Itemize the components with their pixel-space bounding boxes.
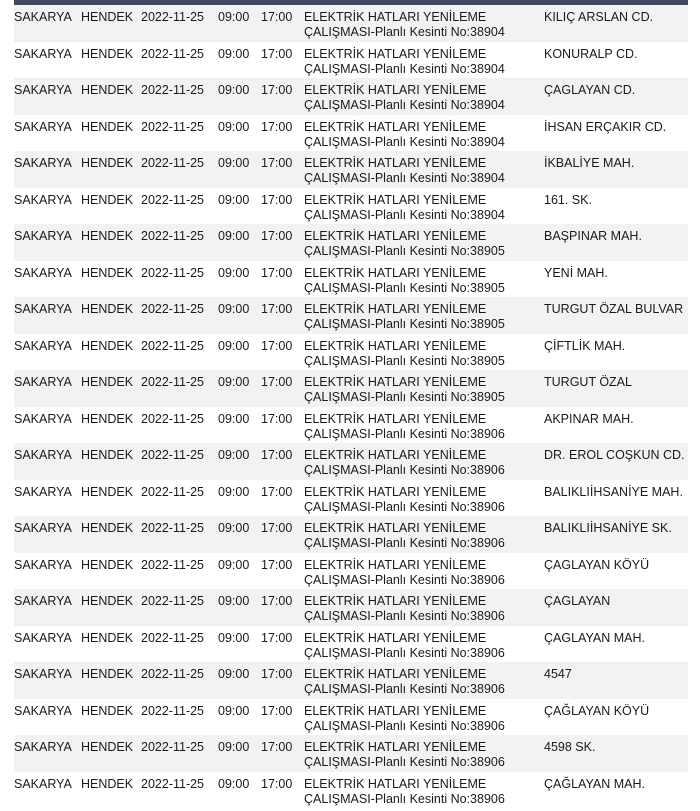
cell-date: 2022-11-25 bbox=[141, 521, 205, 535]
cell-start-time: 09:00 bbox=[218, 667, 250, 681]
cell-district: HENDEK bbox=[81, 119, 134, 134]
cell-end-time: 17:00 bbox=[261, 192, 293, 207]
table-row bbox=[14, 151, 688, 188]
description-line-1: ELEKTRİK HATLARI YENİLEME bbox=[304, 484, 487, 499]
cell-date: 2022-11-25 bbox=[141, 338, 205, 353]
description-line-2: ÇALIŞMASI-Planlı Kesinti No:38904 bbox=[304, 207, 505, 222]
description-line-1: ELEKTRİK HATLARI YENİLEME bbox=[304, 10, 487, 24]
table-row bbox=[14, 370, 688, 407]
cell-description bbox=[304, 47, 534, 77]
cell-district: HENDEK bbox=[81, 630, 134, 645]
cell-province: SAKARYA bbox=[14, 338, 72, 353]
description-line-1: ELEKTRİK HATLARI YENİLEME bbox=[304, 521, 487, 535]
table-row bbox=[14, 224, 688, 261]
table-row bbox=[14, 443, 688, 480]
cell-district: HENDEK bbox=[81, 192, 134, 207]
cell-date: 2022-11-25 bbox=[141, 557, 205, 572]
cell-description bbox=[304, 521, 534, 551]
cell-province: SAKARYA bbox=[14, 703, 72, 718]
cell-province: SAKARYA bbox=[14, 375, 72, 389]
description-line-1: ELEKTRİK HATLARI YENİLEME bbox=[304, 156, 487, 170]
cell-description bbox=[304, 631, 534, 661]
cell-province: SAKARYA bbox=[14, 521, 72, 535]
description-line-2: ÇALIŞMASI-Planlı Kesinti No:38904 bbox=[304, 61, 505, 76]
description-line-1: ELEKTRİK HATLARI YENİLEME bbox=[304, 703, 487, 718]
cell-end-time: 17:00 bbox=[261, 10, 293, 24]
cell-description bbox=[304, 156, 534, 186]
cell-district: HENDEK bbox=[81, 521, 134, 535]
description-line-2: ÇALIŞMASI-Planlı Kesinti No:38906 bbox=[304, 755, 505, 769]
cell-end-time: 17:00 bbox=[261, 83, 293, 97]
cell-end-time: 17:00 bbox=[261, 630, 293, 645]
cell-location: KONURALP CD. bbox=[544, 46, 638, 61]
cell-description bbox=[304, 777, 534, 807]
cell-date: 2022-11-25 bbox=[141, 594, 205, 608]
cell-district: HENDEK bbox=[81, 46, 134, 61]
description-line-1: ELEKTRİK HATLARI YENİLEME bbox=[304, 448, 487, 462]
cell-location: BALIKLIİHSANİYE SK. bbox=[544, 521, 672, 535]
cell-location: İHSAN ERÇAKIR CD. bbox=[544, 119, 667, 134]
cell-start-time: 09:00 bbox=[218, 10, 250, 24]
cell-district: HENDEK bbox=[81, 10, 134, 24]
description-line-1: ELEKTRİK HATLARI YENİLEME bbox=[304, 46, 487, 61]
cell-start-time: 09:00 bbox=[218, 484, 250, 499]
cell-start-time: 09:00 bbox=[218, 776, 250, 791]
cell-date: 2022-11-25 bbox=[141, 740, 205, 754]
table-row bbox=[14, 78, 688, 115]
cell-end-time: 17:00 bbox=[261, 156, 293, 170]
cell-description bbox=[304, 193, 534, 223]
description-line-1: ELEKTRİK HATLARI YENİLEME bbox=[304, 229, 487, 243]
cell-description bbox=[304, 740, 534, 770]
cell-location: ÇAGLAYAN bbox=[544, 594, 611, 608]
cell-date: 2022-11-25 bbox=[141, 46, 205, 61]
cell-district: HENDEK bbox=[81, 411, 134, 426]
cell-province: SAKARYA bbox=[14, 119, 72, 134]
cell-province: SAKARYA bbox=[14, 448, 72, 462]
cell-district: HENDEK bbox=[81, 156, 134, 170]
description-line-1: ELEKTRİK HATLARI YENİLEME bbox=[304, 776, 487, 791]
cell-province: SAKARYA bbox=[14, 776, 72, 791]
cell-date: 2022-11-25 bbox=[141, 119, 205, 134]
description-line-2: ÇALIŞMASI-Planlı Kesinti No:38905 bbox=[304, 244, 505, 258]
cell-province: SAKARYA bbox=[14, 411, 72, 426]
description-line-2: ÇALIŞMASI-Planlı Kesinti No:38904 bbox=[304, 171, 505, 185]
table-row bbox=[14, 334, 688, 371]
cell-description bbox=[304, 229, 534, 259]
cell-start-time: 09:00 bbox=[218, 703, 250, 718]
description-line-1: ELEKTRİK HATLARI YENİLEME bbox=[304, 83, 487, 97]
cell-district: HENDEK bbox=[81, 594, 134, 608]
cell-district: HENDEK bbox=[81, 375, 134, 389]
cell-province: SAKARYA bbox=[14, 156, 72, 170]
cell-date: 2022-11-25 bbox=[141, 776, 205, 791]
cell-province: SAKARYA bbox=[14, 10, 72, 24]
cell-province: SAKARYA bbox=[14, 192, 72, 207]
table-row bbox=[14, 626, 688, 663]
cell-end-time: 17:00 bbox=[261, 375, 293, 389]
cell-province: SAKARYA bbox=[14, 740, 72, 754]
cell-location: TURGUT ÖZAL BULVAR bbox=[544, 302, 684, 316]
cell-location: YENİ MAH. bbox=[544, 265, 608, 280]
cell-province: SAKARYA bbox=[14, 46, 72, 61]
cell-description bbox=[304, 83, 534, 113]
cell-description bbox=[304, 448, 534, 478]
description-line-1: ELEKTRİK HATLARI YENİLEME bbox=[304, 192, 487, 207]
table-row bbox=[14, 772, 688, 809]
cell-date: 2022-11-25 bbox=[141, 484, 205, 499]
cell-province: SAKARYA bbox=[14, 83, 72, 97]
description-line-2: ÇALIŞMASI-Planlı Kesinti No:38904 bbox=[304, 98, 505, 112]
description-line-2: ÇALIŞMASI-Planlı Kesinti No:38904 bbox=[304, 134, 505, 149]
cell-date: 2022-11-25 bbox=[141, 411, 205, 426]
description-line-2: ÇALIŞMASI-Planlı Kesinti No:38906 bbox=[304, 463, 505, 477]
cell-province: SAKARYA bbox=[14, 302, 72, 316]
cell-district: HENDEK bbox=[81, 776, 134, 791]
description-line-1: ELEKTRİK HATLARI YENİLEME bbox=[304, 375, 487, 389]
cell-end-time: 17:00 bbox=[261, 265, 293, 280]
cell-end-time: 17:00 bbox=[261, 448, 293, 462]
description-line-1: ELEKTRİK HATLARI YENİLEME bbox=[304, 557, 487, 572]
cell-location: BAŞPINAR MAH. bbox=[544, 229, 642, 243]
cell-start-time: 09:00 bbox=[218, 119, 250, 134]
cell-location: 161. SK. bbox=[544, 192, 592, 207]
cell-district: HENDEK bbox=[81, 667, 134, 681]
cell-end-time: 17:00 bbox=[261, 411, 293, 426]
cell-start-time: 09:00 bbox=[218, 156, 250, 170]
cell-start-time: 09:00 bbox=[218, 338, 250, 353]
cell-district: HENDEK bbox=[81, 229, 134, 243]
cell-description bbox=[304, 558, 534, 588]
cell-date: 2022-11-25 bbox=[141, 375, 205, 389]
description-line-1: ELEKTRİK HATLARI YENİLEME bbox=[304, 667, 487, 681]
cell-start-time: 09:00 bbox=[218, 229, 250, 243]
cell-end-time: 17:00 bbox=[261, 302, 293, 316]
cell-province: SAKARYA bbox=[14, 594, 72, 608]
cell-start-time: 09:00 bbox=[218, 265, 250, 280]
cell-date: 2022-11-25 bbox=[141, 667, 205, 681]
cell-date: 2022-11-25 bbox=[141, 302, 205, 316]
table-row bbox=[14, 589, 688, 626]
cell-end-time: 17:00 bbox=[261, 594, 293, 608]
cell-end-time: 17:00 bbox=[261, 740, 293, 754]
cell-end-time: 17:00 bbox=[261, 484, 293, 499]
cell-location: ÇİFTLİK MAH. bbox=[544, 338, 626, 353]
description-line-2: ÇALIŞMASI-Planlı Kesinti No:38905 bbox=[304, 353, 505, 368]
cell-start-time: 09:00 bbox=[218, 83, 250, 97]
cell-date: 2022-11-25 bbox=[141, 448, 205, 462]
table-row bbox=[14, 735, 688, 772]
table-row bbox=[14, 42, 688, 79]
cell-district: HENDEK bbox=[81, 484, 134, 499]
cell-location: KILIÇ ARSLAN CD. bbox=[544, 10, 654, 24]
cell-end-time: 17:00 bbox=[261, 338, 293, 353]
cell-end-time: 17:00 bbox=[261, 703, 293, 718]
description-line-1: ELEKTRİK HATLARI YENİLEME bbox=[304, 594, 487, 608]
cell-location: İKBALİYE MAH. bbox=[544, 156, 635, 170]
cell-end-time: 17:00 bbox=[261, 776, 293, 791]
cell-province: SAKARYA bbox=[14, 557, 72, 572]
table-row bbox=[14, 297, 688, 334]
cell-start-time: 09:00 bbox=[218, 630, 250, 645]
cell-province: SAKARYA bbox=[14, 229, 72, 243]
cell-start-time: 09:00 bbox=[218, 448, 250, 462]
description-line-1: ELEKTRİK HATLARI YENİLEME bbox=[304, 740, 487, 754]
cell-date: 2022-11-25 bbox=[141, 156, 205, 170]
description-line-2: ÇALIŞMASI-Planlı Kesinti No:38906 bbox=[304, 426, 505, 441]
cell-location: AKPINAR MAH. bbox=[544, 411, 634, 426]
cell-description bbox=[304, 667, 534, 697]
cell-description bbox=[304, 339, 534, 369]
cell-end-time: 17:00 bbox=[261, 667, 293, 681]
cell-end-time: 17:00 bbox=[261, 557, 293, 572]
cell-description bbox=[304, 375, 534, 405]
cell-start-time: 09:00 bbox=[218, 594, 250, 608]
cell-description bbox=[304, 10, 534, 40]
cell-date: 2022-11-25 bbox=[141, 192, 205, 207]
table-row bbox=[14, 480, 688, 517]
description-line-2: ÇALIŞMASI-Planlı Kesinti No:38905 bbox=[304, 390, 505, 404]
cell-district: HENDEK bbox=[81, 740, 134, 754]
description-line-2: ÇALIŞMASI-Planlı Kesinti No:38906 bbox=[304, 572, 505, 587]
cell-location: ÇAĞLAYAN MAH. bbox=[544, 776, 645, 791]
cell-start-time: 09:00 bbox=[218, 192, 250, 207]
cell-district: HENDEK bbox=[81, 265, 134, 280]
table-row bbox=[14, 188, 688, 225]
description-line-2: ÇALIŞMASI-Planlı Kesinti No:38906 bbox=[304, 718, 505, 733]
description-line-2: ÇALIŞMASI-Planlı Kesinti No:38906 bbox=[304, 536, 505, 550]
cell-date: 2022-11-25 bbox=[141, 630, 205, 645]
cell-start-time: 09:00 bbox=[218, 302, 250, 316]
table-row bbox=[14, 115, 688, 152]
cell-district: HENDEK bbox=[81, 302, 134, 316]
cell-location: ÇAĞLAYAN KÖYÜ bbox=[544, 703, 650, 718]
description-line-1: ELEKTRİK HATLARI YENİLEME bbox=[304, 265, 487, 280]
cell-start-time: 09:00 bbox=[218, 46, 250, 61]
cell-district: HENDEK bbox=[81, 557, 134, 572]
cell-description bbox=[304, 266, 534, 296]
cell-location: 4547 bbox=[544, 667, 572, 681]
cell-location: ÇAGLAYAN CD. bbox=[544, 83, 636, 97]
cell-location: 4598 SK. bbox=[544, 740, 596, 754]
cell-district: HENDEK bbox=[81, 448, 134, 462]
description-line-1: ELEKTRİK HATLARI YENİLEME bbox=[304, 338, 487, 353]
cell-province: SAKARYA bbox=[14, 630, 72, 645]
description-line-2: ÇALIŞMASI-Planlı Kesinti No:38906 bbox=[304, 645, 505, 660]
cell-description bbox=[304, 412, 534, 442]
description-line-2: ÇALIŞMASI-Planlı Kesinti No:38906 bbox=[304, 609, 505, 623]
cell-start-time: 09:00 bbox=[218, 411, 250, 426]
cell-location: DR. EROL COŞKUN CD. bbox=[544, 448, 685, 462]
description-line-1: ELEKTRİK HATLARI YENİLEME bbox=[304, 302, 487, 316]
description-line-2: ÇALIŞMASI-Planlı Kesinti No:38905 bbox=[304, 317, 505, 331]
table-row bbox=[14, 5, 688, 42]
cell-end-time: 17:00 bbox=[261, 119, 293, 134]
description-line-2: ÇALIŞMASI-Planlı Kesinti No:38906 bbox=[304, 682, 505, 696]
table-row bbox=[14, 699, 688, 736]
table-row bbox=[14, 516, 688, 553]
description-line-1: ELEKTRİK HATLARI YENİLEME bbox=[304, 119, 487, 134]
cell-end-time: 17:00 bbox=[261, 46, 293, 61]
cell-district: HENDEK bbox=[81, 703, 134, 718]
description-line-1: ELEKTRİK HATLARI YENİLEME bbox=[304, 411, 487, 426]
description-line-2: ÇALIŞMASI-Planlı Kesinti No:38906 bbox=[304, 499, 505, 514]
cell-date: 2022-11-25 bbox=[141, 703, 205, 718]
cell-end-time: 17:00 bbox=[261, 229, 293, 243]
cell-start-time: 09:00 bbox=[218, 375, 250, 389]
cell-start-time: 09:00 bbox=[218, 521, 250, 535]
description-line-2: ÇALIŞMASI-Planlı Kesinti No:38905 bbox=[304, 280, 505, 295]
cell-province: SAKARYA bbox=[14, 484, 72, 499]
description-line-2: ÇALIŞMASI-Planlı Kesinti No:38906 bbox=[304, 791, 505, 806]
cell-province: SAKARYA bbox=[14, 667, 72, 681]
table-row bbox=[14, 261, 688, 298]
cell-description bbox=[304, 704, 534, 734]
cell-location: ÇAGLAYAN MAH. bbox=[544, 630, 645, 645]
table-row bbox=[14, 407, 688, 444]
cell-start-time: 09:00 bbox=[218, 557, 250, 572]
cell-date: 2022-11-25 bbox=[141, 265, 205, 280]
cell-district: HENDEK bbox=[81, 83, 134, 97]
description-line-1: ELEKTRİK HATLARI YENİLEME bbox=[304, 630, 487, 645]
cell-date: 2022-11-25 bbox=[141, 10, 205, 24]
cell-date: 2022-11-25 bbox=[141, 83, 205, 97]
outage-table bbox=[14, 5, 688, 808]
table-row bbox=[14, 662, 688, 699]
cell-start-time: 09:00 bbox=[218, 740, 250, 754]
cell-date: 2022-11-25 bbox=[141, 229, 205, 243]
cell-description bbox=[304, 594, 534, 624]
cell-location: ÇAGLAYAN KÖYÜ bbox=[544, 557, 650, 572]
cell-description bbox=[304, 302, 534, 332]
cell-end-time: 17:00 bbox=[261, 521, 293, 535]
description-line-2: ÇALIŞMASI-Planlı Kesinti No:38904 bbox=[304, 25, 505, 39]
cell-description bbox=[304, 120, 534, 150]
cell-description bbox=[304, 485, 534, 515]
cell-district: HENDEK bbox=[81, 338, 134, 353]
cell-location: TURGUT ÖZAL bbox=[544, 375, 632, 389]
cell-location: BALIKLIİHSANİYE MAH. bbox=[544, 484, 683, 499]
table-row bbox=[14, 553, 688, 590]
cell-province: SAKARYA bbox=[14, 265, 72, 280]
